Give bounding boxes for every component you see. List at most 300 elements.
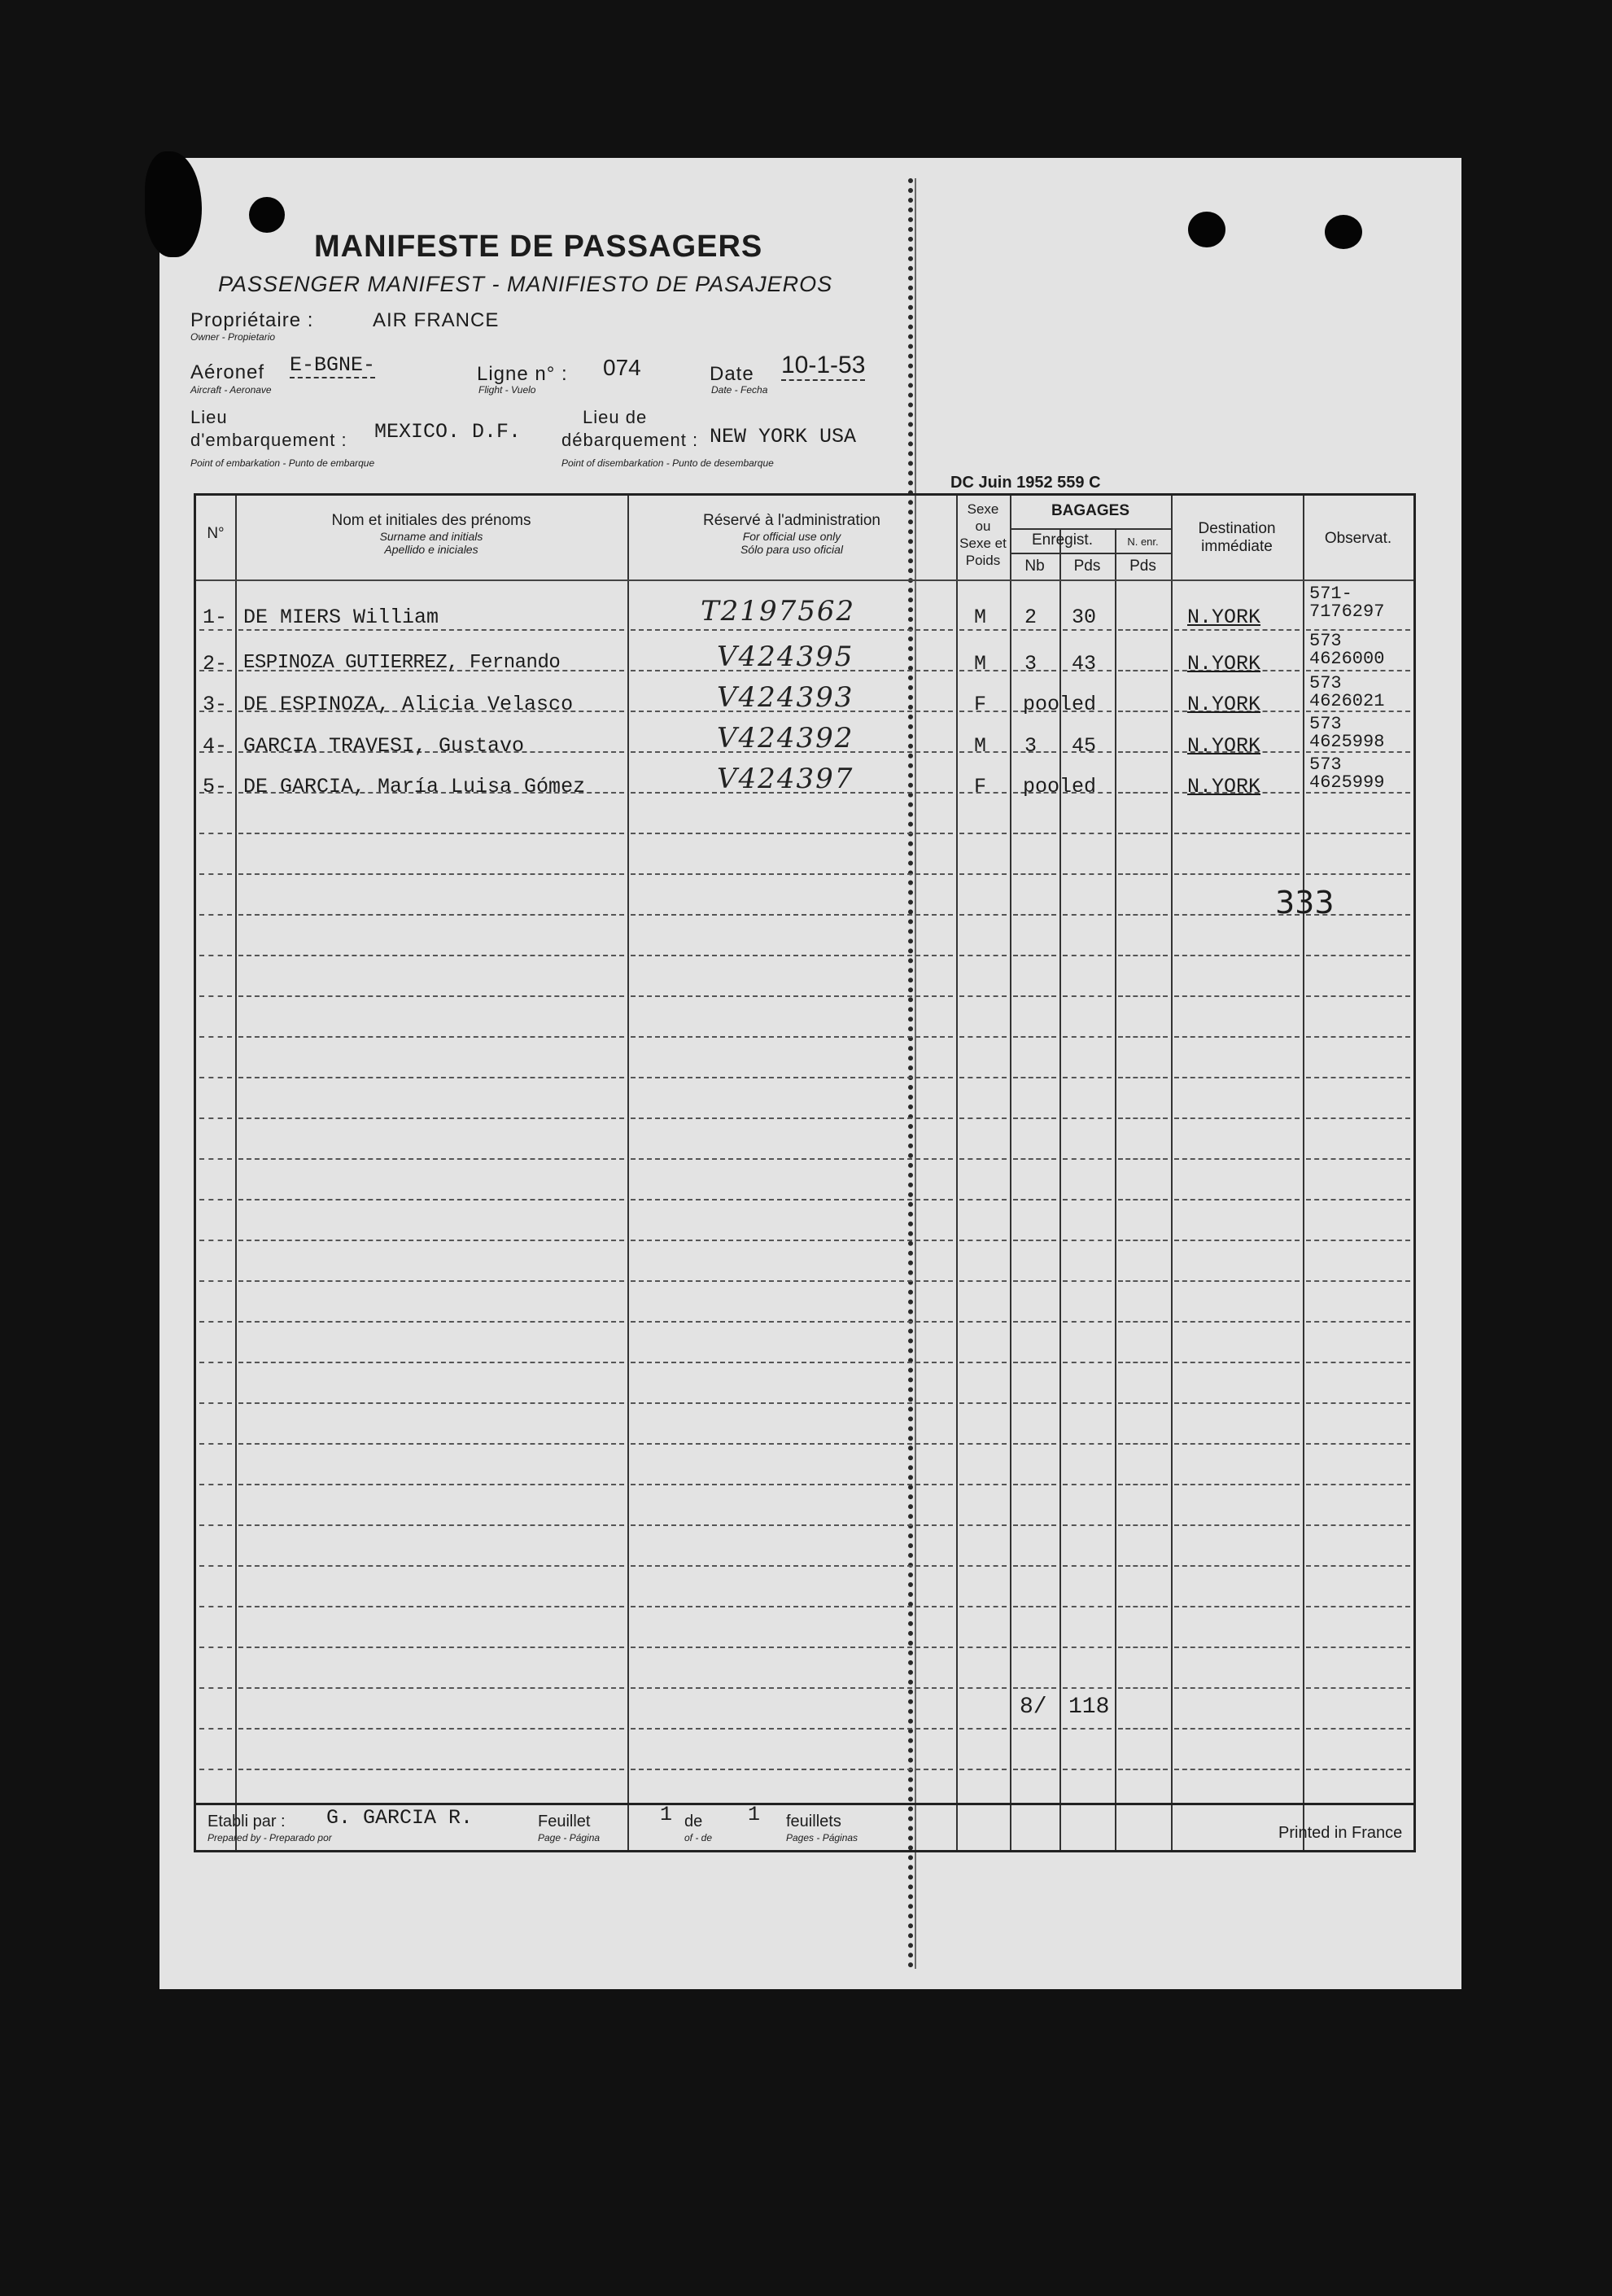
ruled-line <box>199 914 232 916</box>
ruled-line <box>199 1240 232 1241</box>
row-4-pds: 45 <box>1072 734 1097 758</box>
ruled-line <box>959 1769 1007 1770</box>
row-2-pds: 43 <box>1072 652 1097 676</box>
ruled-line <box>1306 995 1410 997</box>
ruled-line <box>959 1524 1007 1526</box>
ruled-line <box>1118 833 1168 834</box>
ruled-line <box>1306 1362 1410 1363</box>
col-header-nb: Nb <box>1024 558 1045 575</box>
ruled-line <box>1118 1728 1168 1730</box>
ruled-line <box>1306 1524 1410 1526</box>
ruled-line <box>631 873 953 875</box>
ruled-line <box>1174 955 1300 956</box>
ruled-line <box>631 1565 953 1567</box>
ruled-line <box>199 1484 232 1485</box>
ruled-line <box>1118 670 1168 671</box>
ruled-line <box>631 914 953 916</box>
ruled-line <box>199 995 232 997</box>
ruled-line <box>631 1158 953 1160</box>
ruled-line <box>1013 629 1056 631</box>
ruled-line <box>1063 1036 1112 1038</box>
ruled-line <box>1306 1728 1410 1730</box>
ruled-line <box>1013 1321 1056 1323</box>
ruled-line <box>1174 1443 1300 1445</box>
disembark-label-line2: débarquement : <box>561 430 699 450</box>
ruled-line <box>238 995 624 997</box>
ruled-line <box>631 1199 953 1200</box>
row-3-sex: F <box>974 693 987 716</box>
manifest-subtitle: PASSENGER MANIFEST - MANIFIESTO DE PASAJEROS <box>218 272 833 296</box>
ruled-line <box>1118 1036 1168 1038</box>
ruled-line <box>1174 873 1300 875</box>
ruled-line <box>1013 1240 1056 1241</box>
col-header-no: N° <box>207 525 225 542</box>
ruled-line <box>1063 1524 1112 1526</box>
pages-sublabel: Pages - Páginas <box>786 1832 858 1843</box>
col-header-enregist: Enregist. <box>1032 531 1093 549</box>
ruled-line <box>1013 1769 1056 1770</box>
ruled-line <box>1306 1606 1410 1607</box>
ruled-line <box>1013 914 1056 916</box>
ruled-line <box>1174 995 1300 997</box>
ruled-line <box>1306 955 1410 956</box>
ruled-line <box>959 1728 1007 1730</box>
col-header-observ: Observat. <box>1324 530 1392 547</box>
ruled-line <box>1118 873 1168 875</box>
owner-label: Propriétaire : <box>190 309 314 331</box>
ruled-line <box>238 1321 624 1323</box>
row-3-dest: N.YORK <box>1187 693 1261 716</box>
ruled-line <box>1174 1117 1300 1119</box>
ruled-line <box>959 1321 1007 1323</box>
row-2-no: 2- <box>203 652 228 676</box>
date-value: 10-1-53 <box>781 352 865 381</box>
ruled-line <box>1306 873 1410 875</box>
ruled-line <box>1174 1036 1300 1038</box>
ruled-line <box>1174 1077 1300 1078</box>
ruled-line <box>1013 1199 1056 1200</box>
row-2-sex: M <box>974 652 987 676</box>
ruled-line <box>1013 1443 1056 1445</box>
row-2-obs-top: 573 <box>1309 631 1342 651</box>
ruled-line <box>1118 711 1168 712</box>
ruled-line <box>1063 914 1112 916</box>
ruled-line <box>1174 1402 1300 1404</box>
ruled-line <box>238 1565 624 1567</box>
prepared-sublabel: Prepared by - Preparado por <box>208 1832 332 1843</box>
ruled-line <box>1013 1606 1056 1607</box>
ruled-line <box>1063 833 1112 834</box>
embark-label-line2: d'embarquement : <box>190 430 347 450</box>
of-label: de <box>684 1813 703 1830</box>
ruled-line <box>199 1321 232 1323</box>
ruled-line <box>1306 1769 1410 1770</box>
total-bag-count: 8/ <box>1020 1695 1047 1720</box>
ruled-line <box>238 1362 624 1363</box>
ruled-line <box>238 1647 624 1648</box>
ruled-line <box>1174 1565 1300 1567</box>
ruled-line <box>238 629 624 631</box>
ruled-line <box>238 1240 624 1241</box>
ruled-line <box>1118 1769 1168 1770</box>
ruled-line <box>199 1647 232 1648</box>
ruled-line <box>238 1280 624 1282</box>
ruled-line <box>199 1606 232 1607</box>
embark-sublabel: Point of embarkation - Punto de embarque <box>190 457 375 469</box>
ruled-line <box>238 1769 624 1770</box>
ruled-line <box>631 1240 953 1241</box>
ruled-line <box>238 914 624 916</box>
pages-label: feuillets <box>786 1813 841 1830</box>
ruled-line <box>1118 792 1168 794</box>
punch-hole-right-1 <box>1188 212 1225 247</box>
ruled-line <box>959 1443 1007 1445</box>
ruled-line <box>1174 1728 1300 1730</box>
ruled-line <box>1174 1280 1300 1282</box>
ruled-line <box>1174 629 1300 631</box>
col-header-bagages: BAGAGES <box>1051 502 1130 519</box>
ruled-line <box>631 1687 953 1689</box>
ruled-line <box>1118 1199 1168 1200</box>
ruled-line <box>1306 1240 1410 1241</box>
col-header-pds: Pds <box>1073 558 1101 575</box>
prepared-label: Etabli par : <box>208 1813 286 1830</box>
ruled-line <box>1306 1077 1410 1078</box>
ruled-line <box>1174 1769 1300 1770</box>
ruled-line <box>1013 1280 1056 1282</box>
ruled-line <box>199 1362 232 1363</box>
date-sublabel: Date - Fecha <box>711 384 768 396</box>
ruled-line <box>199 833 232 834</box>
ruled-line <box>959 1565 1007 1567</box>
row-2-dest: N.YORK <box>1187 652 1261 676</box>
ruled-line <box>1063 1687 1112 1689</box>
row-4-name: GARCIA TRAVESI, Gustavo <box>243 734 525 758</box>
ruled-line <box>1306 1036 1410 1038</box>
ruled-line <box>959 914 1007 916</box>
ruled-line <box>1306 833 1410 834</box>
row-4-nb: 3 <box>1024 734 1038 758</box>
ruled-line <box>631 1443 953 1445</box>
ruled-line <box>238 1443 624 1445</box>
ruled-line <box>631 1036 953 1038</box>
ruled-line <box>1174 1484 1300 1485</box>
ruled-line <box>1306 1565 1410 1567</box>
of-value: 1 <box>748 1803 761 1826</box>
ruled-line <box>959 1240 1007 1241</box>
ruled-line <box>1063 955 1112 956</box>
ruled-line <box>959 1158 1007 1160</box>
ruled-line <box>1013 1036 1056 1038</box>
ruled-line <box>959 1077 1007 1078</box>
ruled-line <box>199 873 232 875</box>
ruled-line <box>959 1362 1007 1363</box>
row-2-admin: V424395 <box>717 641 854 673</box>
ruled-line <box>1013 1647 1056 1648</box>
ruled-line <box>1013 1484 1056 1485</box>
flight-value: 074 <box>603 355 641 380</box>
ruled-line <box>1013 1402 1056 1404</box>
ruled-line <box>1013 955 1056 956</box>
row-5-obs-top: 573 <box>1309 754 1342 775</box>
ruled-line <box>631 629 953 631</box>
ruled-line <box>631 955 953 956</box>
col-header-destination: Destination immédiate <box>1198 520 1276 555</box>
ruled-line <box>1013 1117 1056 1119</box>
ruled-line <box>1013 833 1056 834</box>
ruled-line <box>1118 1484 1168 1485</box>
row-3-obs-top: 573 <box>1309 673 1342 693</box>
ruled-line <box>1118 1524 1168 1526</box>
col-header-admin: Réservé à l'administration For official use only Sólo para uso oficial <box>703 512 880 556</box>
ruled-line <box>1013 1687 1056 1689</box>
ruled-line <box>631 1524 953 1526</box>
ruled-line <box>238 1158 624 1160</box>
ruled-line <box>1306 1647 1410 1648</box>
ruled-line <box>1174 833 1300 834</box>
col-header-nonenr: N. enr. <box>1127 536 1159 548</box>
ruled-line <box>238 1687 624 1689</box>
aircraft-value: E-BGNE- <box>290 353 376 377</box>
ruled-line <box>1174 1524 1300 1526</box>
ruled-line <box>1063 1240 1112 1241</box>
passenger-table <box>194 493 1416 1852</box>
ruled-line <box>1118 751 1168 753</box>
ruled-line <box>199 1199 232 1200</box>
col-header-sex: Sexe ou Sexe et Poids <box>959 501 1007 568</box>
ruled-line <box>1118 1077 1168 1078</box>
punch-hole-right-2 <box>1325 215 1362 249</box>
ruled-line <box>238 1077 624 1078</box>
ruled-line <box>631 1606 953 1607</box>
ruled-line <box>238 1524 624 1526</box>
ruled-line <box>1118 1606 1168 1607</box>
ruled-line <box>1174 1240 1300 1241</box>
ruled-line <box>959 1606 1007 1607</box>
ruled-line <box>199 955 232 956</box>
printed-in-france: Printed in France <box>1278 1824 1403 1842</box>
row-1-name: DE MIERS William <box>243 606 439 629</box>
ruled-line <box>631 1077 953 1078</box>
ruled-line <box>959 629 1007 631</box>
row-5-dest: N.YORK <box>1187 775 1261 798</box>
ruled-line <box>1063 1565 1112 1567</box>
row-2-name: ESPINOZA GUTIERREZ, Fernando <box>243 652 561 674</box>
manifest-title: MANIFESTE DE PASSAGERS <box>314 230 763 264</box>
row-1-obs-top: 571- <box>1309 584 1352 604</box>
ruled-line <box>1063 1158 1112 1160</box>
ruled-line <box>1063 1321 1112 1323</box>
ruled-line <box>1118 1117 1168 1119</box>
ruled-line <box>199 629 232 631</box>
ruled-line <box>1118 1687 1168 1689</box>
row-1-no: 1- <box>203 606 228 629</box>
flight-sublabel: Flight - Vuelo <box>478 384 536 396</box>
ruled-line <box>1118 1280 1168 1282</box>
row-1-admin: T2197562 <box>701 595 856 628</box>
row-5-name: DE GARCIA, María Luisa Gómez <box>243 775 586 798</box>
ruled-line <box>1063 1484 1112 1485</box>
owner-sublabel: Owner - Propietario <box>190 331 276 343</box>
row-4-obs-bottom: 4625998 <box>1309 732 1385 752</box>
ruled-line <box>959 995 1007 997</box>
ruled-line <box>1063 1280 1112 1282</box>
ruled-line <box>1306 1321 1410 1323</box>
ruled-line <box>959 955 1007 956</box>
ruled-line <box>1063 1443 1112 1445</box>
ruled-line <box>1118 1362 1168 1363</box>
ruled-line <box>631 1117 953 1119</box>
ruled-line <box>1118 1158 1168 1160</box>
ruled-line <box>238 1728 624 1730</box>
date-label: Date <box>710 363 754 385</box>
ruled-line <box>238 955 624 956</box>
ruled-line <box>1063 1606 1112 1607</box>
embark-value: MEXICO. D.F. <box>374 420 522 444</box>
ruled-line <box>1118 995 1168 997</box>
ruled-line <box>199 1565 232 1567</box>
ruled-line <box>1063 995 1112 997</box>
ruled-line <box>1174 1158 1300 1160</box>
ruled-line <box>1174 1362 1300 1363</box>
ruled-line <box>1306 1484 1410 1485</box>
ruled-line <box>1063 1117 1112 1119</box>
ruled-line <box>631 1321 953 1323</box>
ruled-line <box>199 1728 232 1730</box>
ruled-line <box>631 833 953 834</box>
row-5-no: 5- <box>203 775 228 798</box>
ruled-line <box>1013 873 1056 875</box>
row-3-name: DE ESPINOZA, Alicia Velasco <box>243 693 574 716</box>
ruled-line <box>1063 873 1112 875</box>
ruled-line <box>631 1484 953 1485</box>
ruled-line <box>1306 1443 1410 1445</box>
row-5-admin: V424397 <box>717 763 854 795</box>
ruled-line <box>1118 914 1168 916</box>
ruled-line <box>1118 955 1168 956</box>
row-5-sex: F <box>974 775 987 798</box>
disembark-value: NEW YORK USA <box>710 425 857 448</box>
disembark-label-line1: Lieu de <box>583 407 648 427</box>
ruled-line <box>199 1524 232 1526</box>
aircraft-sublabel: Aircraft - Aeronave <box>190 384 272 396</box>
ruled-line <box>1118 1647 1168 1648</box>
ruled-line <box>1306 1117 1410 1119</box>
ruled-line <box>238 1199 624 1200</box>
total-bag-weight: 118 <box>1068 1695 1110 1720</box>
row-2-obs-bottom: 4626000 <box>1309 649 1385 669</box>
ruled-line <box>1013 1077 1056 1078</box>
ruled-line <box>1174 1321 1300 1323</box>
ruled-line <box>1063 1199 1112 1200</box>
ruled-line <box>1174 1647 1300 1648</box>
flight-label: Ligne n° : <box>477 363 568 385</box>
ruled-line <box>238 873 624 875</box>
burn-mark <box>145 151 202 257</box>
ruled-line <box>1063 1769 1112 1770</box>
ruled-line <box>199 1077 232 1078</box>
ruled-line <box>199 1443 232 1445</box>
ruled-line <box>631 1647 953 1648</box>
ruled-line <box>1306 1402 1410 1404</box>
ruled-line <box>1306 1158 1410 1160</box>
ruled-line <box>199 1687 232 1689</box>
form-code: DC Juin 1952 559 C <box>950 474 1101 492</box>
ruled-line <box>199 1769 232 1770</box>
prepared-value: G. GARCIA R. <box>326 1806 474 1830</box>
ruled-line <box>1306 1199 1410 1200</box>
of-sublabel: of - de <box>684 1832 713 1843</box>
ruled-line <box>1013 1565 1056 1567</box>
ruled-line <box>199 1036 232 1038</box>
ruled-line <box>199 1158 232 1160</box>
ruled-line <box>1306 670 1410 671</box>
embark-label-line1: Lieu <box>190 407 228 427</box>
ruled-line <box>1063 1077 1112 1078</box>
ruled-line <box>1063 1647 1112 1648</box>
ruled-line <box>1013 1362 1056 1363</box>
ruled-line <box>1118 1443 1168 1445</box>
owner-value: AIR FRANCE <box>373 309 500 331</box>
row-1-obs-bottom: 7176297 <box>1309 601 1385 622</box>
ruled-line <box>238 1484 624 1485</box>
ruled-line <box>199 1402 232 1404</box>
ruled-line <box>238 1117 624 1119</box>
aircraft-label: Aéronef <box>190 361 265 383</box>
ruled-line <box>1013 1728 1056 1730</box>
ruled-line <box>959 833 1007 834</box>
row-3-admin: V424393 <box>717 681 854 714</box>
col-header-name: Nom et initiales des prénoms Surname and initials Apellido e iniciales <box>331 512 531 556</box>
ruled-line <box>1013 1524 1056 1526</box>
row-3-obs-bottom: 4626021 <box>1309 691 1385 711</box>
ruled-line <box>1063 629 1112 631</box>
ruled-line <box>238 1036 624 1038</box>
row-4-obs-top: 573 <box>1309 714 1342 734</box>
ruled-line <box>238 1402 624 1404</box>
row-1-pds: 30 <box>1072 606 1097 629</box>
row-2-nb: 3 <box>1024 652 1038 676</box>
ruled-line <box>959 1687 1007 1689</box>
ruled-line <box>631 1769 953 1770</box>
row-5-obs-bottom: 4625999 <box>1309 772 1385 793</box>
punch-hole-left <box>249 197 285 233</box>
row-4-no: 4- <box>203 734 228 758</box>
ruled-line <box>631 1280 953 1282</box>
ruled-line <box>959 1647 1007 1648</box>
row-1-nb: 2 <box>1024 606 1038 629</box>
ruled-line <box>1306 1687 1410 1689</box>
ruled-line <box>1118 1321 1168 1323</box>
row-4-sex: M <box>974 734 987 758</box>
row-1-sex: M <box>974 606 987 629</box>
ruled-line <box>1118 1565 1168 1567</box>
ruled-line <box>1063 1402 1112 1404</box>
row-4-dest: N.YORK <box>1187 734 1261 758</box>
handwritten-annotation: 333 <box>1275 885 1335 921</box>
page-sublabel: Page - Página <box>538 1832 601 1843</box>
col-header-pds2: Pds <box>1129 558 1156 575</box>
row-5-pooled: pooled <box>1023 775 1097 798</box>
ruled-line <box>1118 1240 1168 1241</box>
ruled-line <box>1118 629 1168 631</box>
ruled-line <box>199 1117 232 1119</box>
ruled-line <box>959 1402 1007 1404</box>
ruled-line <box>1013 995 1056 997</box>
ruled-line <box>959 1036 1007 1038</box>
ruled-line <box>1063 1728 1112 1730</box>
ruled-line <box>238 833 624 834</box>
